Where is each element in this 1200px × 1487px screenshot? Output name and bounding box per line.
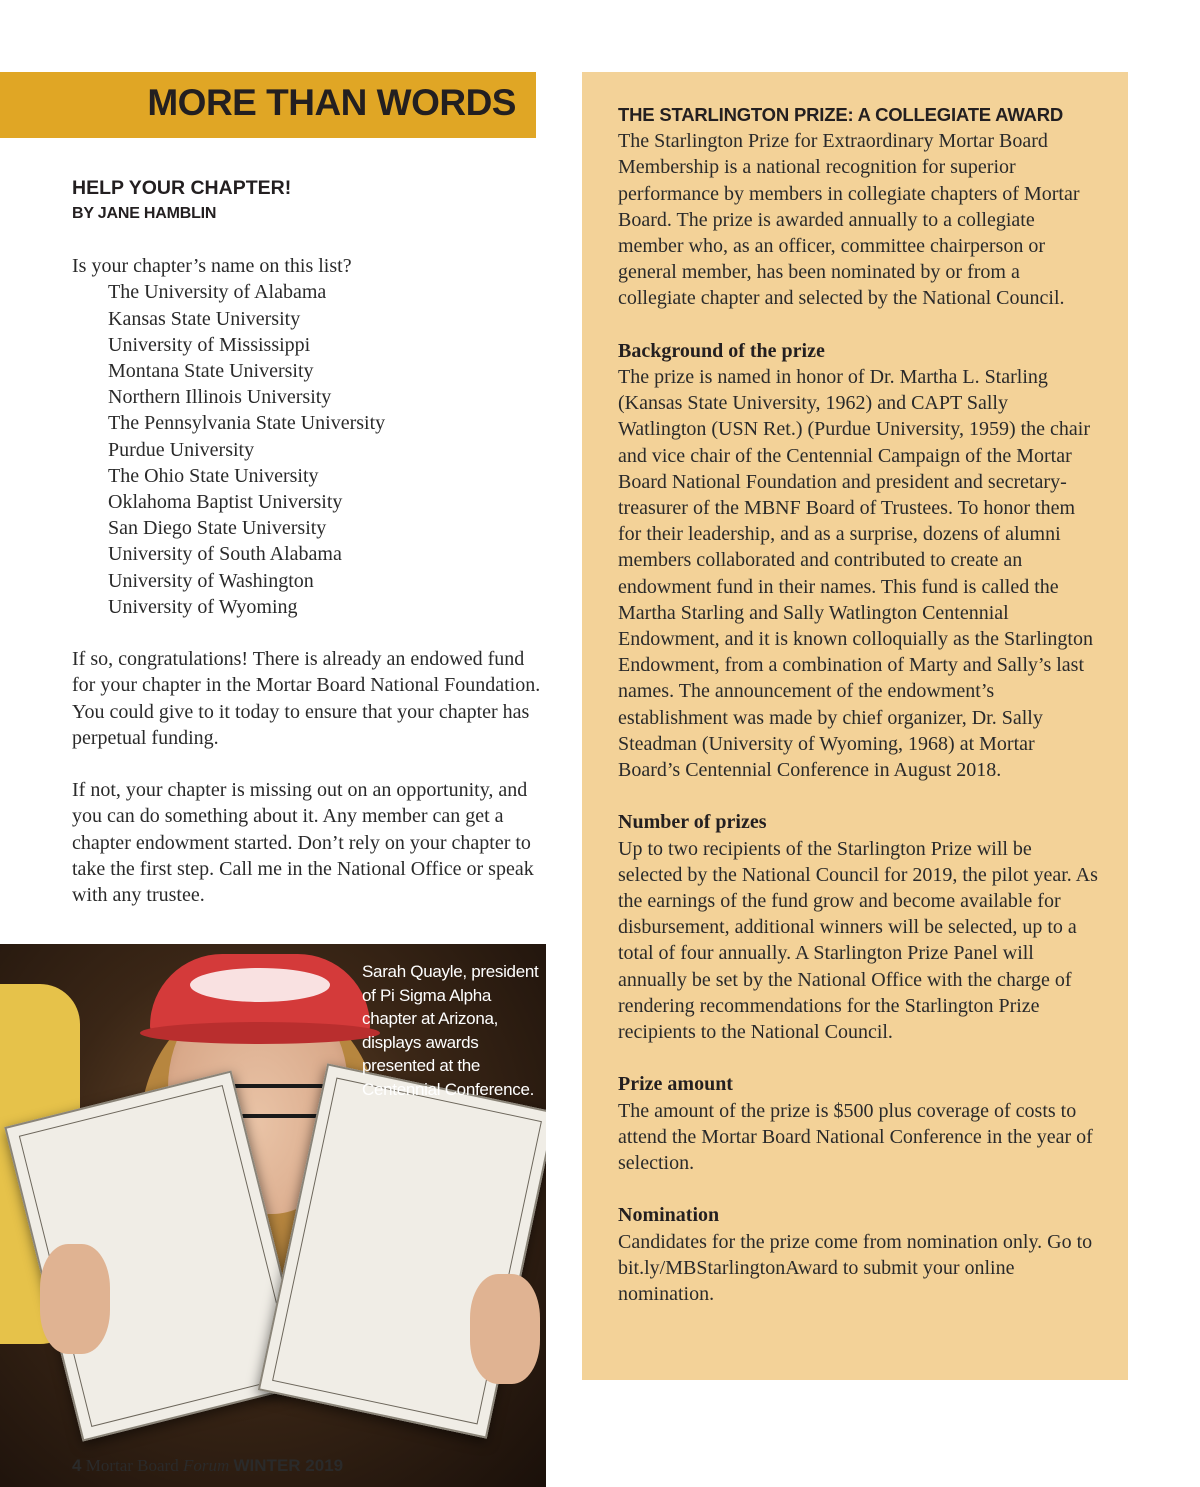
- list-item: Montana State University: [108, 360, 314, 382]
- list-item: Northern Illinois University: [108, 386, 332, 409]
- list-item: The University of Alabama: [108, 281, 327, 304]
- photo-hand-left: [40, 1244, 110, 1354]
- photo-caption: Sarah Quayle, president of Pi Sigma Alpha chapter at Arizona, displays awards presented at the Centennial Conference.: [362, 962, 539, 1099]
- article-byline: BY JANE HAMBLIN: [72, 205, 217, 222]
- section-text-number: Up to two recipients of the Starlington Prize will be selected by the National Council for 2019, the pilot year. As the earnings of the fund grow and become available for disbursement, additional winners will be selected, up to a total of four annually. A Starlington Prize Panel will annually be set by the National Office with the charge of rendering recommendations for the Starlington Prize recipients to the National Council.: [618, 837, 1098, 1044]
- list-item: University of Mississippi: [108, 333, 311, 356]
- list-item: University of Washington: [108, 569, 314, 592]
- article-body: [72, 253, 542, 908]
- list-item: The Pennsylvania State University: [108, 412, 386, 435]
- sidebar-intro: The Starlington Prize for Extraordinary Mortar Board Membership is a national recognition for superior performance by members in collegiate chapters of Mortar Board. The prize is awarded annually to a collegiate member who, as an officer, committee chairperson or general member, has been nominated by or from a collegiate chapter and selected by the National Council.: [618, 130, 1080, 310]
- issue-season: WINTER 2019: [233, 1456, 344, 1475]
- article-headline: HELP YOUR CHAPTER!: [72, 177, 292, 199]
- section-text-nomination: Candidates for the prize come from nomination only. Go to bit.ly/MBStarlingtonAward to submit your online nomination.: [618, 1230, 1093, 1306]
- list-item: San Diego State University: [108, 517, 327, 540]
- publication-name: Mortar Board: [85, 1456, 179, 1475]
- section-title: MORE THAN WORDS: [147, 82, 516, 123]
- chapter-list: [72, 279, 542, 620]
- list-item: Kansas State University: [108, 307, 301, 330]
- list-item: University of Wyoming: [108, 595, 298, 618]
- photo-hand-right: [470, 1274, 540, 1384]
- sidebar-title: THE STARLINGTON PRIZE: A COLLEGIATE AWARD: [618, 104, 1064, 125]
- photo-cap-brim: [140, 1022, 380, 1044]
- page-number: 4: [72, 1456, 82, 1475]
- list-item: Purdue University: [108, 438, 255, 461]
- paragraph-no: If not, your chapter is missing out on an opportunity, and you can do something about it. Any member can get a chapter endowment started. Don’t rely on your chapter to take the first step. Call me in the National Office or speak with any trustee.: [72, 779, 534, 907]
- publication-name-italic: Forum: [182, 1456, 230, 1475]
- list-item: University of South Alabama: [108, 543, 342, 566]
- cap-logo: [190, 968, 330, 1002]
- section-heading-background: Background of the prize: [618, 339, 825, 362]
- list-item: The Ohio State University: [108, 464, 319, 487]
- section-text-background: The prize is named in honor of Dr. Martha L. Starling (Kansas State University, 1962) and CAPT Sally Watlington (USN Ret.) (Purdue University, 1959) the chair and vice chair of the Centennial Campaign of the Mortar Board National Foundation and president and secretary-treasurer of the MBNF Board of Trustees. To honor them for their leadership, and as a surprise, dozens of alumni members collaborated and contributed to create an endowment fund in their names. This fund is called the Martha Starling and Sally Watlington Centennial Endowment, and it is known colloquially as the Starlington Endowment, from a combination of Marty and Sally’s last names. The announcement of the endowment’s establishment was made by chief organizer, Dr. Sally Steadman (University of Wyoming, 1968) at Mortar Board’s Centennial Conference in August 2018.: [618, 366, 1093, 782]
- paragraph-yes: If so, congratulations! There is already an endowed fund for your chapter in the Mortar Board National Foundation. You could give to it today to ensure that your chapter has perpetual funding.: [72, 648, 541, 749]
- section-text-amount: The amount of the prize is $500 plus coverage of costs to attend the Mortar Board National Conference in the year of selection.: [618, 1099, 1093, 1175]
- section-banner: [0, 72, 536, 138]
- page-footer: [72, 1456, 343, 1476]
- article-column: [72, 175, 542, 908]
- section-heading-nomination: Nomination: [618, 1204, 720, 1227]
- section-heading-amount: Prize amount: [618, 1073, 733, 1096]
- sidebar-content: [618, 102, 1098, 1307]
- section-heading-number: Number of prizes: [618, 811, 767, 834]
- list-item: Oklahoma Baptist University: [108, 491, 343, 514]
- article-intro: Is your chapter’s name on this list?: [72, 255, 352, 278]
